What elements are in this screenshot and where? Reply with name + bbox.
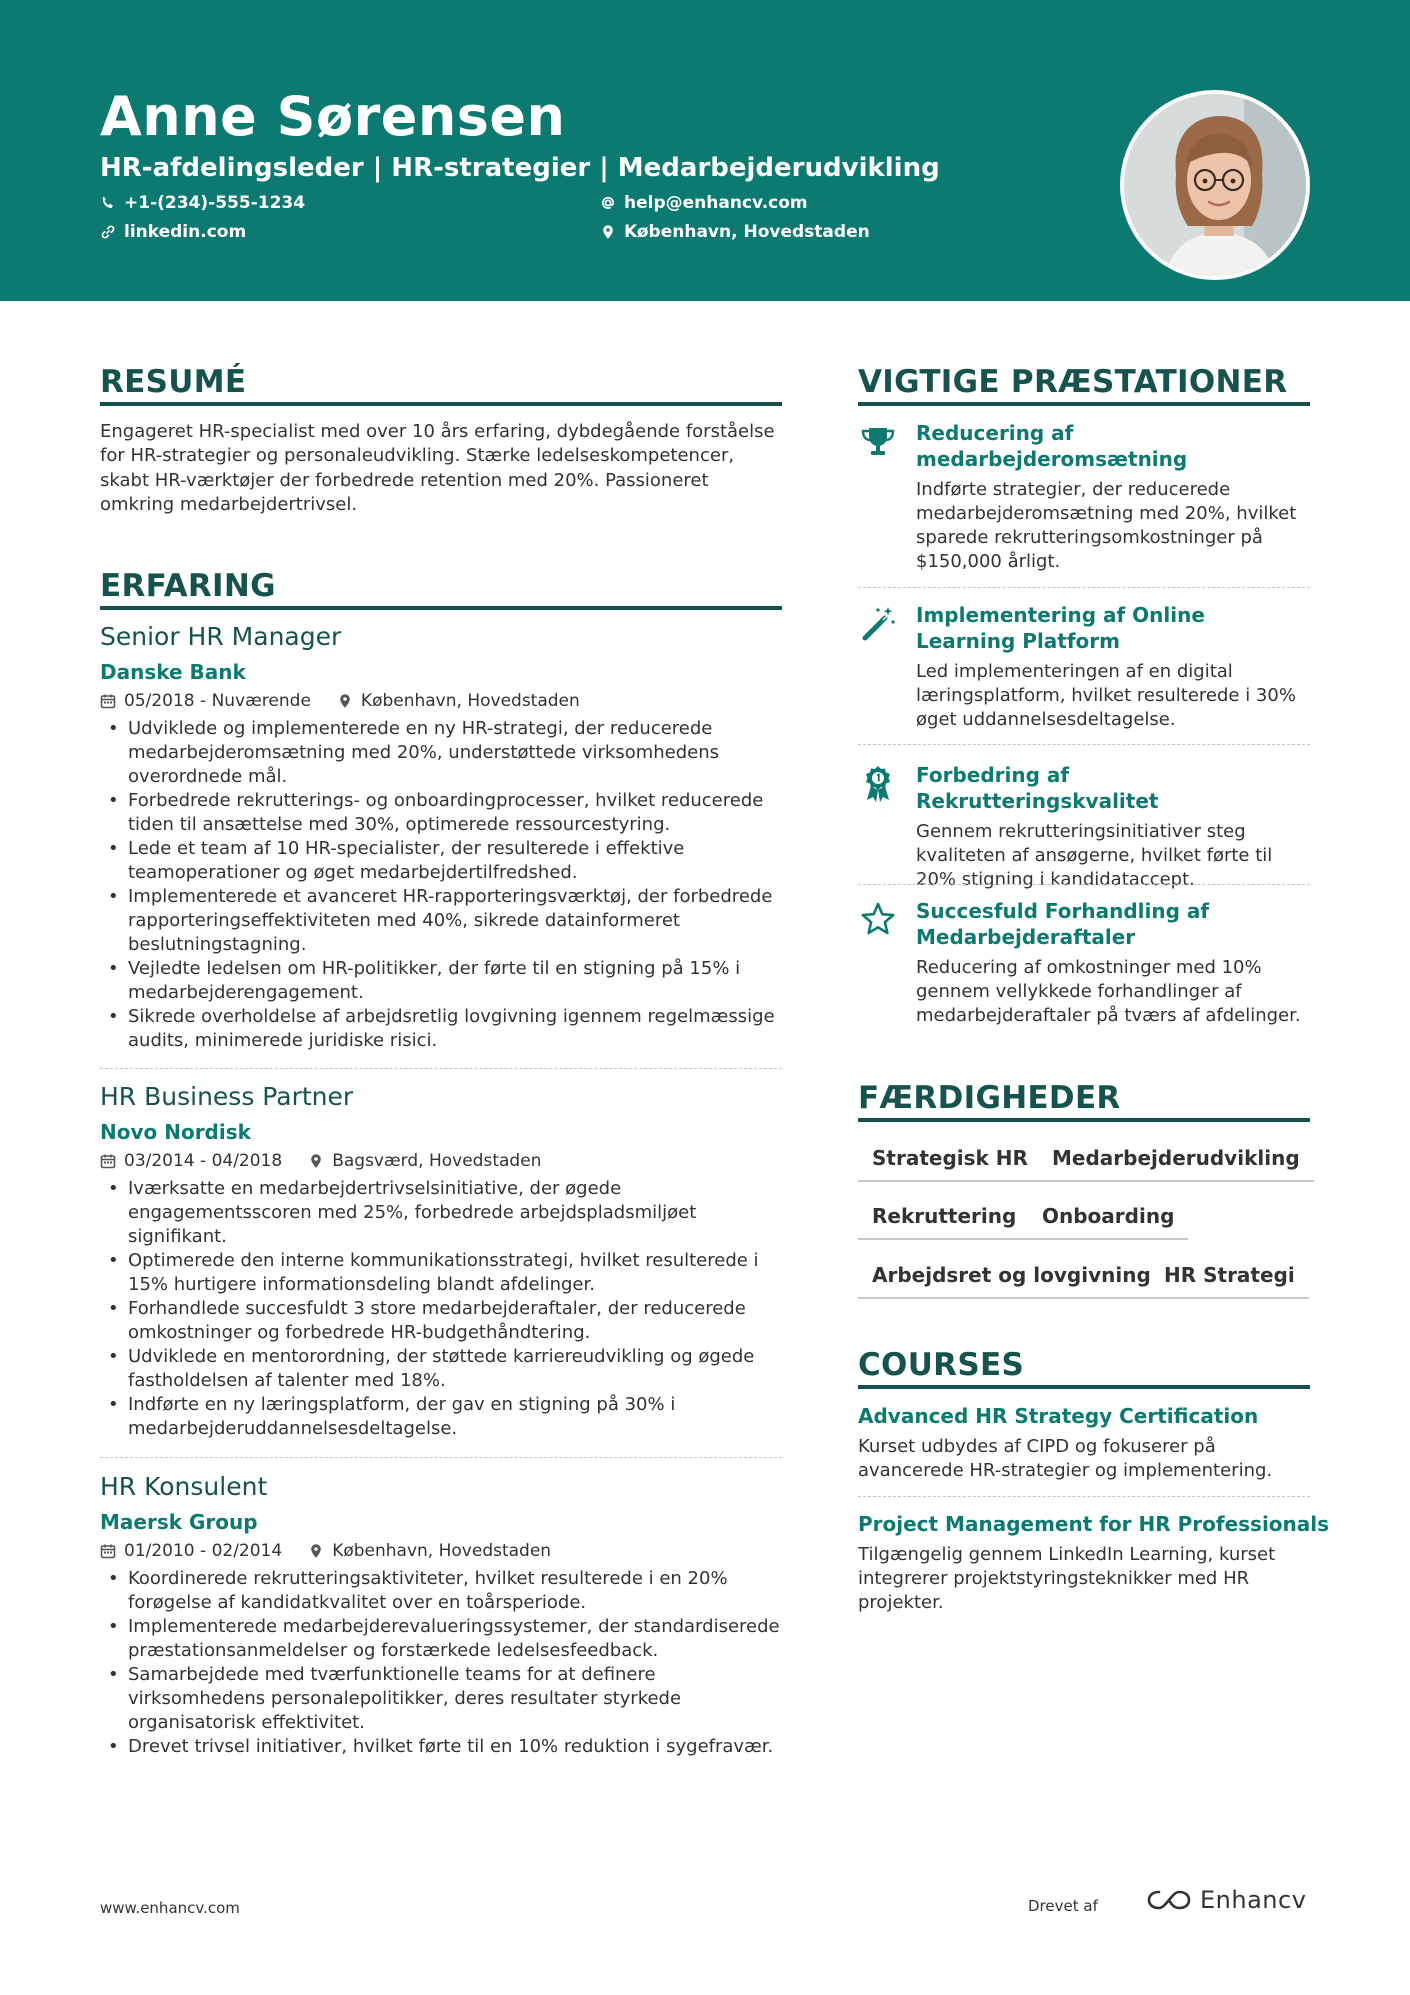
candidate-name: Anne Sørensen — [100, 85, 566, 148]
bullet-item: • Optimerede den interne kommunikationsstrategi, hvilket resulterede i 15% hurtigere informationsdeling blandt afdelinger. — [100, 1249, 780, 1297]
brand-logo[interactable] — [1146, 1886, 1306, 1914]
skill-tag: Medarbejderudvikling — [1038, 1144, 1314, 1182]
achievement-title: Forbedring af Rekrutteringskvalitet — [916, 763, 1159, 813]
divider — [100, 1457, 782, 1458]
job-location-text: Bagsværd, Hovedstaden — [332, 1151, 542, 1171]
bullet-item: • Forhandlede succesfuldt 3 store medarbejderaftaler, der reducerede omkostninger og forbedrede HR-budgethåndtering. — [100, 1297, 780, 1345]
achievement-desc: Reducering af omkostninger med 10% gennem vellykkede forhandlinger af medarbejderaftaler på tværs af afdelinger. — [916, 957, 1301, 1026]
section-rule-achievements — [858, 402, 1310, 406]
email-text: help@enhancv.com — [624, 193, 808, 213]
achievement-item — [858, 898, 1310, 1028]
award-ribbon-icon — [858, 764, 898, 804]
skill-tag: HR Strategi — [1150, 1261, 1309, 1299]
calendar-icon — [100, 1153, 116, 1169]
job-dates-text: 03/2014 - 04/2018 — [124, 1151, 283, 1171]
link-icon — [100, 224, 116, 240]
phone-icon — [100, 195, 116, 211]
bullet-item: • Drevet trivsel initiativer, hvilket førte til en 10% reduktion i sygefravær. — [100, 1735, 780, 1759]
linkedin-text: linkedin.com — [124, 222, 247, 242]
profile-photo — [1120, 90, 1310, 280]
course-title: Project Management for HR Professionals — [858, 1512, 1330, 1536]
job-meta — [100, 1539, 800, 1563]
divider — [858, 884, 1310, 885]
skill-tag: Arbejdsret og lovgivning — [858, 1261, 1165, 1299]
divider — [858, 744, 1310, 745]
header-banner — [0, 0, 1410, 301]
job-location — [337, 689, 580, 713]
experience-entry — [100, 1080, 800, 1441]
contact-phone[interactable] — [100, 191, 305, 215]
job-bullets — [100, 1567, 800, 1759]
section-rule-skills — [858, 1118, 1310, 1122]
bullet-item: • Sikrede overholdelse af arbejdsretlig lovgivning igennem regelmæssige audits, minimerede juridiske risici. — [100, 1005, 780, 1053]
bullet-item: • Samarbejdede med tværfunktionelle teams for at definere virksomhedens personalepolitikker, deres resultater styrkede organisatorisk effektivitet. — [100, 1663, 780, 1735]
achievement-item — [858, 420, 1310, 574]
magic-wand-icon — [858, 604, 898, 644]
achievement-title: Succesfuld Forhandling af Medarbejderaftaler — [916, 899, 1210, 949]
job-dates — [100, 689, 311, 713]
calendar-icon — [100, 1543, 116, 1559]
job-bullets — [100, 1177, 800, 1441]
section-title-achievements: VIGTIGE PRÆSTATIONER — [858, 364, 1288, 400]
job-meta — [100, 689, 800, 713]
job-location — [308, 1149, 541, 1173]
job-meta — [100, 1149, 800, 1173]
section-title-courses: COURSES — [858, 1347, 1025, 1383]
achievement-title: Implementering af Online Learning Platform — [916, 603, 1205, 653]
contact-email[interactable] — [600, 191, 808, 215]
course-desc: Kurset udbydes af CIPD og fokuserer på avancerede HR-strategier og implementering. — [858, 1436, 1273, 1481]
job-location — [308, 1539, 551, 1563]
section-rule-experience — [100, 606, 782, 610]
divider — [858, 1496, 1310, 1497]
job-title: HR Business Partner — [100, 1082, 354, 1111]
experience-entry — [100, 1470, 800, 1759]
footer-powered-by: Drevet af — [1028, 1897, 1098, 1915]
section-title-experience: ERFARING — [100, 568, 276, 604]
bullet-item: • Udviklede en mentorordning, der støttede karriereudvikling og øgede fastholdelsen af talenter med 18%. — [100, 1345, 780, 1393]
bullet-item: • Forbedrede rekrutterings- og onboardingprocesser, hvilket reducerede tiden til ansættelse med 30%, optimerede ressourcestyring. — [100, 789, 780, 837]
job-dates — [100, 1149, 282, 1173]
bullet-item: • Indførte en ny læringsplatform, der gav en stigning på 30% i medarbejderuddannelsesdeltagelse. — [100, 1393, 780, 1441]
map-pin-icon — [308, 1543, 324, 1559]
achievement-item — [858, 762, 1310, 892]
trophy-icon — [858, 422, 898, 462]
course-title: Advanced HR Strategy Certification — [858, 1404, 1259, 1428]
at-sign-icon — [600, 195, 616, 211]
achievement-desc: Gennem rekrutteringsinitiativer steg kvaliteten af ansøgerne, hvilket førte til 20% stigning i kandidataccept. — [916, 821, 1273, 890]
achievement-item — [858, 602, 1310, 732]
course-desc: Tilgængelig gennem LinkedIn Learning, kurset integrerer projektstyringsteknikker med HR projekter. — [858, 1544, 1276, 1613]
achievement-desc: Led implementeringen af en digital læringsplatform, hvilket resulterede i 30% øget uddannelsesdeltagelse. — [916, 661, 1296, 730]
avatar-portrait — [1124, 94, 1310, 280]
experience-entry — [100, 620, 800, 1053]
job-company: Maersk Group — [100, 1510, 258, 1534]
bullet-item: • Vejledte ledelsen om HR-politikker, der førte til en stigning på 15% i medarbejderengagement. — [100, 957, 780, 1005]
skill-tag: Onboarding — [1028, 1202, 1188, 1240]
contact-linkedin[interactable] — [100, 220, 246, 244]
location-text: København, Hovedstaden — [624, 222, 870, 242]
achievement-title: Reducering af medarbejderomsætning — [916, 421, 1188, 471]
section-title-summary: RESUMÉ — [100, 364, 247, 400]
job-company: Danske Bank — [100, 660, 246, 684]
footer-url[interactable]: www.enhancv.com — [100, 1899, 240, 1917]
bullet-item: • Implementerede medarbejderevalueringssystemer, der standardiserede præstationsanmeldelser og forstærkede ledelsesfeedback. — [100, 1615, 780, 1663]
candidate-tagline: HR-afdelingsleder | HR-strategier | Medarbejderudvikling — [100, 153, 940, 183]
job-dates — [100, 1539, 282, 1563]
enhancv-logo-icon — [1146, 1887, 1192, 1913]
job-location-text: København, Hovedstaden — [332, 1541, 552, 1561]
bullet-item: • Implementerede et avanceret HR-rapporteringsværktøj, der forbedrede rapporteringseffektiviteten med 40%, sikrede datainformeret beslutningstagning. — [100, 885, 780, 957]
job-bullets — [100, 717, 800, 1053]
calendar-icon — [100, 693, 116, 709]
section-title-skills: FÆRDIGHEDER — [858, 1080, 1121, 1116]
bullet-item: • Iværksatte en medarbejdertrivselsinitiative, der øgede engagementsscoren med 25%, forbedrede arbejdspladsmiljøet signifikant. — [100, 1177, 780, 1249]
job-title: Senior HR Manager — [100, 622, 342, 651]
bullet-item: • Koordinerede rekrutteringsaktiviteter, hvilket resulterede i en 20% forøgelse af kandidatkvalitet over en toårsperiode. — [100, 1567, 780, 1615]
star-icon — [858, 900, 898, 940]
brand-name: Enhancv — [1200, 1886, 1307, 1914]
section-rule-summary — [100, 402, 782, 406]
map-pin-icon — [308, 1153, 324, 1169]
map-pin-icon — [600, 224, 616, 240]
job-location-text: København, Hovedstaden — [360, 691, 580, 711]
bullet-item: • Lede et team af 10 HR-specialister, der resulterede i effektive teamoperationer og øget medarbejdertilfredshed. — [100, 837, 780, 885]
job-title: HR Konsulent — [100, 1472, 268, 1501]
divider — [858, 587, 1310, 588]
divider — [100, 1068, 782, 1069]
skill-tag: Rekruttering — [858, 1202, 1030, 1240]
section-rule-courses — [858, 1385, 1310, 1389]
contact-location — [600, 220, 870, 244]
summary-text: Engageret HR-specialist med over 10 års erfaring, dybdegående forståelse for HR-strategier og personaleudvikling. Stærke ledelseskompetencer, skabt HR-værktøjer der forbedrede retention med 20%. Passioneret omkring medarbejdertrivsel. — [100, 421, 775, 516]
map-pin-icon — [337, 693, 353, 709]
phone-text: +1-(234)-555-1234 — [124, 193, 306, 213]
job-dates-text: 05/2018 - Nuværende — [124, 691, 311, 711]
achievement-desc: Indførte strategier, der reducerede medarbejderomsætning med 20%, hvilket sparede rekrutteringsomkostninger på $150,000 årligt. — [916, 479, 1297, 572]
skill-tag: Strategisk HR — [858, 1144, 1042, 1182]
job-dates-text: 01/2010 - 02/2014 — [124, 1541, 283, 1561]
bullet-item: • Udviklede og implementerede en ny HR-strategi, der reducerede medarbejderomsætning med 20%, understøttede virksomhedens overordnede mål. — [100, 717, 780, 789]
job-company: Novo Nordisk — [100, 1120, 251, 1144]
